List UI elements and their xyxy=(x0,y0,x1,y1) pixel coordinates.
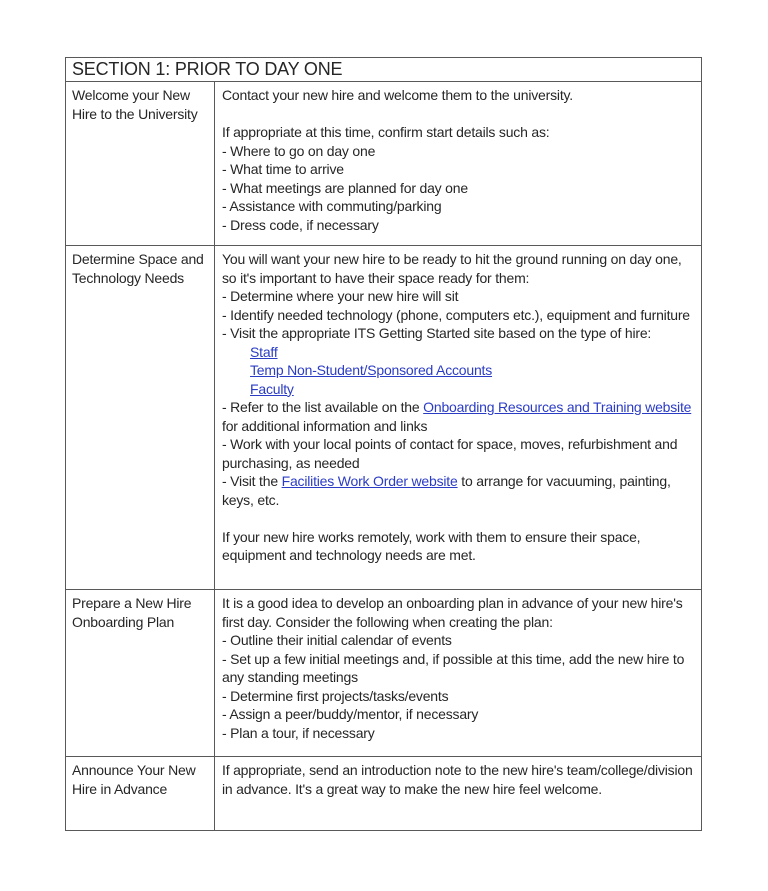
indented-line xyxy=(222,343,695,362)
paragraph-line xyxy=(222,86,695,105)
section-header xyxy=(66,58,701,82)
text-run: If appropriate, send an introduction note to the new hire's team/college/division in advance. It's a great way to make the new hire feel welcome. xyxy=(222,762,693,797)
text-run: - Identify needed technology (phone, computers etc.), equipment and furniture xyxy=(222,306,690,323)
row-label: Prepare a New Hire Onboarding Plan xyxy=(66,590,215,756)
text-run: - Work with your local points of contact for space, moves, refurbishment and purchasing, as needed xyxy=(222,436,678,471)
table-row xyxy=(66,757,701,830)
paragraph-line xyxy=(222,528,695,565)
row-content xyxy=(215,246,701,589)
row-content xyxy=(215,82,701,245)
row-label: Determine Space and Technology Needs xyxy=(66,246,215,589)
facilities-work-order-website-link[interactable]: Facilities Work Order website xyxy=(281,473,458,489)
onboarding-table xyxy=(65,57,702,831)
text-run: - Where to go on day one xyxy=(222,142,376,159)
paragraph-line xyxy=(222,761,695,798)
text-run: It is a good idea to develop an onboarding plan in advance of your new hire's first day. Consider the following when creating the plan: xyxy=(222,595,683,630)
indented-line xyxy=(222,380,695,399)
text-run: - Plan a tour, if necessary xyxy=(222,724,375,741)
paragraph-line xyxy=(222,472,695,509)
row-content xyxy=(215,757,701,830)
text-run: - Assistance with commuting/parking xyxy=(222,198,442,214)
paragraph-line xyxy=(222,179,695,198)
text-run: - Assign a peer/buddy/mentor, if necessary xyxy=(222,706,479,722)
text-run: - Determine where your new hire will sit xyxy=(222,288,459,304)
indented-line xyxy=(222,361,695,380)
text-run: - Dress code, if necessary xyxy=(222,216,379,233)
text-run: for additional information and links xyxy=(222,417,428,434)
paragraph-line xyxy=(222,398,695,435)
paragraph-line xyxy=(222,197,695,216)
text-run: - What meetings are planned for day one xyxy=(222,179,468,196)
table-row xyxy=(66,82,701,246)
paragraph-line xyxy=(222,435,695,472)
paragraph-line xyxy=(222,306,695,325)
faculty-link[interactable]: Faculty xyxy=(250,380,294,397)
table-body xyxy=(66,82,701,830)
row-label: Welcome your New Hire to the University xyxy=(66,82,215,245)
section-header-title: SECTION 1: PRIOR TO DAY ONE xyxy=(72,59,343,79)
paragraph-line xyxy=(222,123,695,142)
text-run: Contact your new hire and welcome them to the university. xyxy=(222,87,573,103)
paragraph-line xyxy=(222,705,695,724)
row-label: Announce Your New Hire in Advance xyxy=(66,757,215,830)
onboarding-resources-and-training-website-link[interactable]: Onboarding Resources and Training website xyxy=(423,399,692,415)
text-run: - Set up a few initial meetings and, if possible at this time, add the new hire to any standing meetings xyxy=(222,650,685,685)
text-run: You will want your new hire to be ready to hit the ground running on day one, so it's important to have their space ready for them: xyxy=(222,251,682,286)
paragraph-line xyxy=(222,324,695,343)
text-run: to arrange for vacuuming, painting, keys, etc. xyxy=(222,473,671,508)
paragraph-line xyxy=(222,160,695,179)
paragraph-line xyxy=(222,250,695,287)
text-run: - Visit the appropriate ITS Getting Started site based on the type of hire: xyxy=(222,325,652,341)
text-run: - Determine first projects/tasks/events xyxy=(222,687,449,704)
paragraph-line xyxy=(222,650,695,687)
paragraph-line xyxy=(222,631,695,650)
text-run: If your new hire works remotely, work with them to ensure their space, equipment and technology needs are met. xyxy=(222,528,641,563)
text-run: If appropriate at this time, confirm start details such as: xyxy=(222,124,550,140)
row-content xyxy=(215,590,701,756)
table-row xyxy=(66,246,701,590)
text-run: - Outline their initial calendar of events xyxy=(222,632,452,648)
text-run: - What time to arrive xyxy=(222,161,344,177)
paragraph-line xyxy=(222,594,695,631)
paragraph-line xyxy=(222,105,695,124)
paragraph-line xyxy=(222,724,695,743)
paragraph-line xyxy=(222,216,695,235)
text-run: - Refer to the list available on the xyxy=(222,399,424,415)
paragraph-line xyxy=(222,509,695,528)
paragraph-line xyxy=(222,142,695,161)
paragraph-line xyxy=(222,287,695,306)
paragraph-line xyxy=(222,687,695,706)
text-run: - Visit the xyxy=(222,473,282,489)
temp-non-student-sponsored-accounts-link[interactable]: Temp Non-Student/Sponsored Accounts xyxy=(250,362,493,378)
staff-link[interactable]: Staff xyxy=(250,343,278,360)
table-row xyxy=(66,590,701,757)
